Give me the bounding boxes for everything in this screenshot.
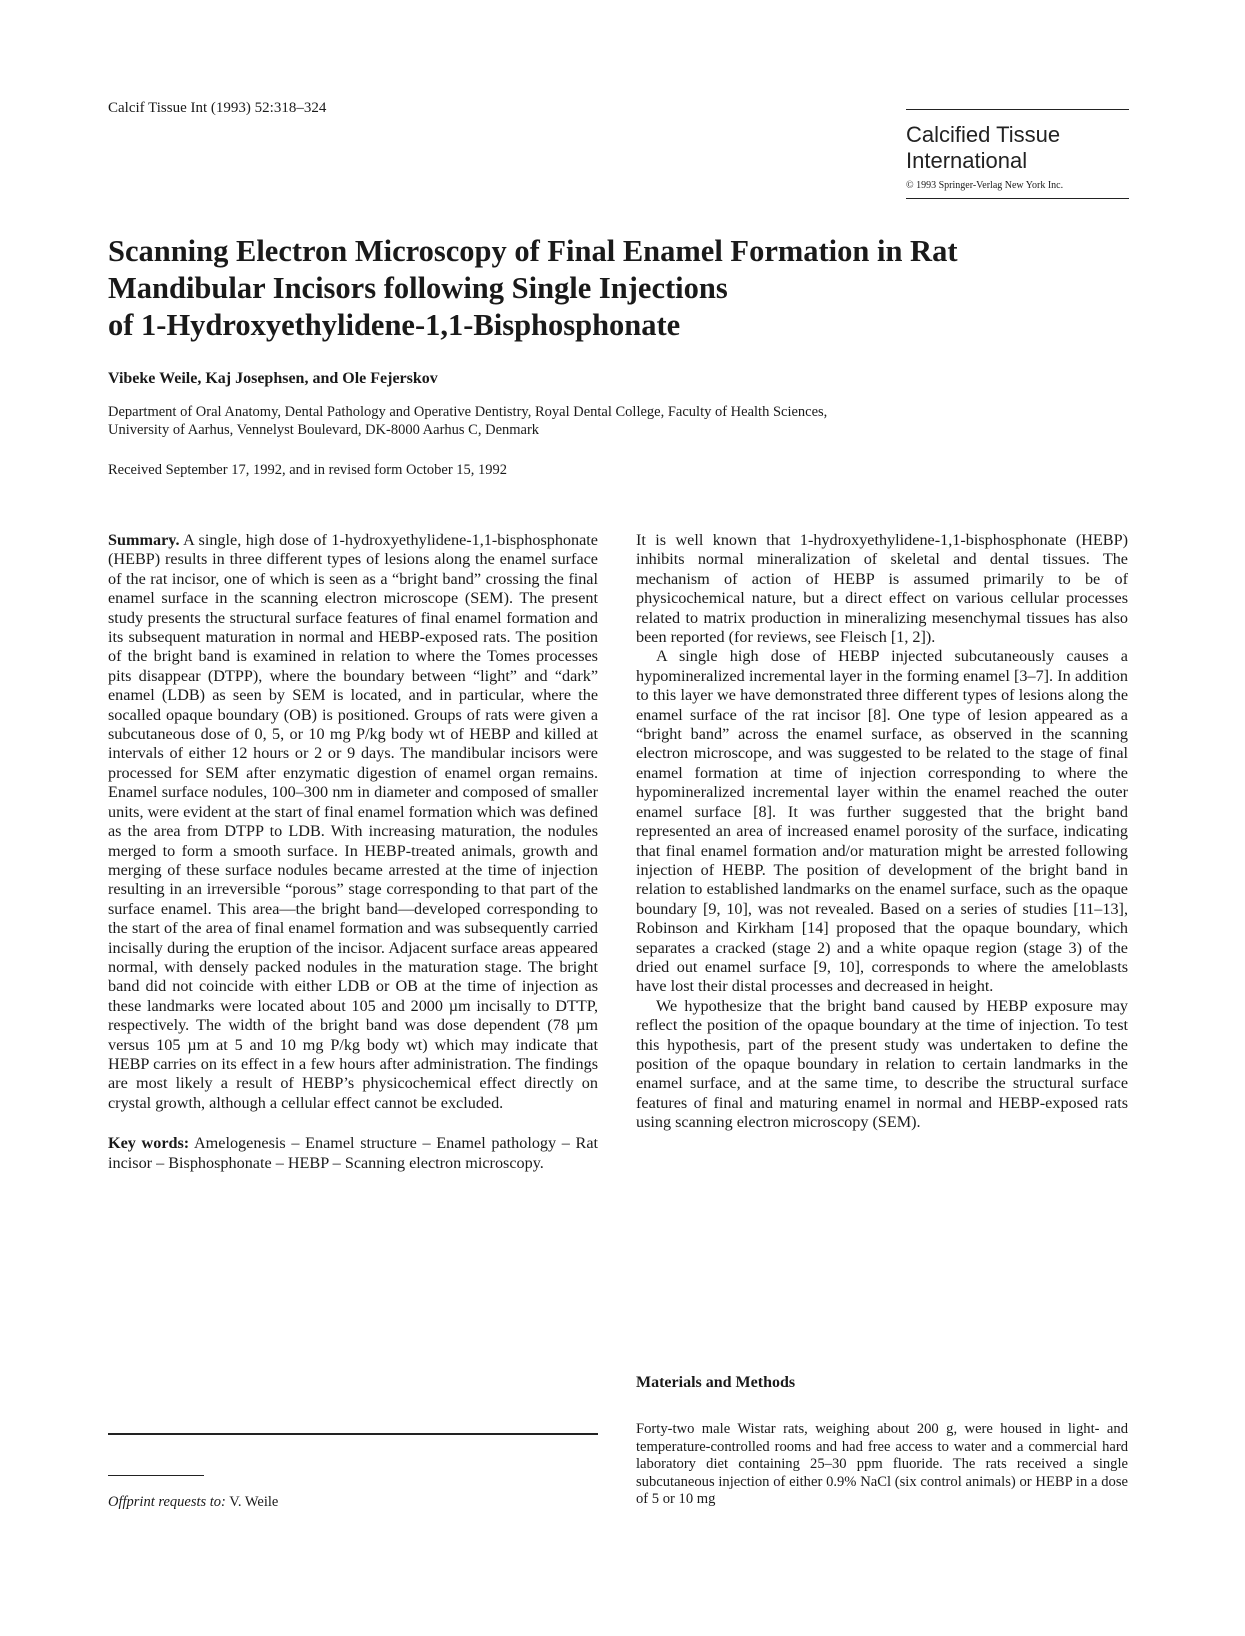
title-line3: of 1-Hydroxyethylidene-1,1-Bisphosphonate — [108, 308, 681, 342]
intro-paragraph-3: We hypothesize that the bright band caused by HEBP exposure may reflect the position of the opaque boundary at the time of injection. To test this hypothesis, part of the present study was undertaken to define the position of the opaque boundary in relation to certain landmarks in the enamel surface, and at the same time, to describe the structural surface features of final and maturing enamel in normal and HEBP-exposed rats using scanning electron microscopy (SEM). — [636, 996, 1128, 1132]
summary-paragraph — [108, 531, 598, 1113]
column-end-rule — [108, 1433, 598, 1435]
copyright-notice: © 1993 Springer-Verlag New York Inc. — [906, 180, 1064, 191]
intro-paragraph-2: A single high dose of HEBP injected subcutaneously causes a hypomineralized incremental layer in the forming enamel [3–7]. In addition to this layer we have demonstrated three different types of lesions along the enamel surface of the rat incisor [8]. One type of lesion appeared as a “bright band” across the enamel surface, as observed in the scanning electron microscope, and was suggested to be related to the stage of final enamel formation at time of injection corresponding to where the hypomineralized incremental layer within the enamel reached the outer enamel surface [8]. It was further suggested that the bright band represented an area of increased enamel porosity of the surface, indicating that final enamel formation and/or maturation might be arrested following injection of HEBP. The position of development of the bright band in relation to established landmarks on the enamel surface, such as the opaque boundary [9, 10], was not revealed. Based on a series of studies [11–13], Robinson and Kirkham [14] proposed that the opaque boundary, which separates a cracked (stage 2) and a white opaque region (stage 3) of the dried out enamel surface [9, 10], corresponds to where the ameloblasts have lost their distal processes and decreased in height. — [636, 647, 1128, 996]
affiliation-line1: Department of Oral Anatomy, Dental Pathology and Operative Dentistry, Royal Dental College, Faculty of Health Sciences, — [108, 404, 828, 420]
masthead-top-rule — [906, 109, 1129, 110]
footnote-rule — [108, 1475, 204, 1476]
journal-masthead — [906, 109, 1129, 199]
title-line1: Scanning Electron Microscopy of Final Enamel Formation in Rat — [108, 234, 958, 268]
received-date: Received September 17, 1992, and in revised form October 15, 1992 — [108, 462, 508, 478]
summary-text: A single, high dose of 1-hydroxyethylidene-1,1-bisphosphonate (HEBP) results in three different types of lesions along the enamel surface of the rat incisor, one of which is seen as a “bright band” crossing the final enamel surface in the scanning electron microscope (SEM). The present study presents the structural surface features of final enamel formation and its subsequent maturation in normal and HEBP-exposed rats. The position of the bright band is examined in relation to where the Tomes processes pits disappear (DTPP), where the boundary between “light” and “dark” enamel (LDB) as seen by SEM is located, and in particular, where the socalled opaque boundary (OB) is positioned. Groups of rats were given a subcutaneous dose of 0, 5, or 10 mg P/kg body wt of HEBP and killed at intervals of either 12 hours or 2 or 9 days. The mandibular incisors were processed for SEM after enzymatic digestion of enamel organ remains. Enamel surface nodules, 100–300 nm in diameter and composed of smaller units, were evident at the start of final enamel formation which was defined as the area from DTPP to LDB. With increasing maturation, the nodules merged to form a smooth surface. In HEBP-treated animals, growth and merging of these surface nodules became arrested at the time of injection resulting in an irreversible “porous” stage corresponding to that part of the surface enamel. This area—the bright band—developed corresponding to the start of the area of final enamel formation and was subsequently carried incisally during the eruption of the incisor. Adjacent surface areas appeared normal, with densely packed nodules in the maturation stage. The bright band did not coincide with either LDB or OB at the time of injection as these landmarks were located about 105 and 2000 µm incisally to DTTP, respectively. The width of the bright band was dose dependent (78 µm versus 105 µm at 5 and 10 mg P/kg body wt) which may indicate that HEBP carries on its effect in a few hours after administration. The findings are most likely a result of HEBP’s physicochemical effect directly on crystal growth, although a cellular effect cannot be excluded. — [108, 531, 598, 1112]
article-title — [108, 233, 1108, 344]
affiliation — [108, 403, 1138, 439]
keywords-text: Amelogenesis – Enamel structure – Enamel pathology – Rat incisor – Bisphosphonate – HEBP – Scanning electron microscopy. — [108, 1134, 599, 1172]
journal-name — [906, 122, 1129, 174]
author-list: Vibeke Weile, Kaj Josephsen, and Ole Fejerskov — [108, 370, 438, 387]
offprint-label: Offprint requests to: — [108, 1494, 226, 1510]
keywords-label: Key words: — [108, 1134, 190, 1153]
title-line2: Mandibular Incisors following Single Injections — [108, 271, 728, 305]
intro-paragraph-1: It is well known that 1-hydroxyethylidene-1,1-bisphosphonate (HEBP) inhibits normal mineralization of skeletal and dental tissues. The mechanism of action of HEBP is assumed primarily to be of physicochemical nature, but a direct effect on various cellular processes related to matrix production in mineralizing mesenchymal tissues has also been reported (for reviews, see Fleisch [1, 2]). — [636, 531, 1128, 647]
offprint-footnote — [108, 1494, 278, 1511]
keywords-paragraph — [108, 1134, 598, 1173]
affiliation-line2: University of Aarhus, Vennelyst Boulevard, DK-8000 Aarhus C, Denmark — [108, 422, 540, 438]
journal-name-line1: Calcified Tissue — [906, 122, 1061, 147]
journal-name-line2: International — [906, 148, 1028, 173]
right-column — [636, 531, 1128, 1133]
methods-paragraph: Forty-two male Wistar rats, weighing about 200 g, were housed in light- and temperature-controlled rooms and had free access to water and a commercial hard laboratory diet containing 25–30 ppm fluoride. The rats received a single subcutaneous injection of either 0.9% NaCl (six control animals) or HEBP in a dose of 5 or 10 mg — [636, 1421, 1128, 1508]
summary-label: Summary. — [108, 531, 180, 549]
journal-citation: Calcif Tissue Int (1993) 52:318–324 — [108, 100, 327, 116]
section-heading-methods: Materials and Methods — [636, 1374, 796, 1391]
left-column — [108, 531, 598, 1173]
masthead-bottom-rule — [906, 198, 1129, 199]
offprint-name: V. Weile — [229, 1494, 279, 1510]
